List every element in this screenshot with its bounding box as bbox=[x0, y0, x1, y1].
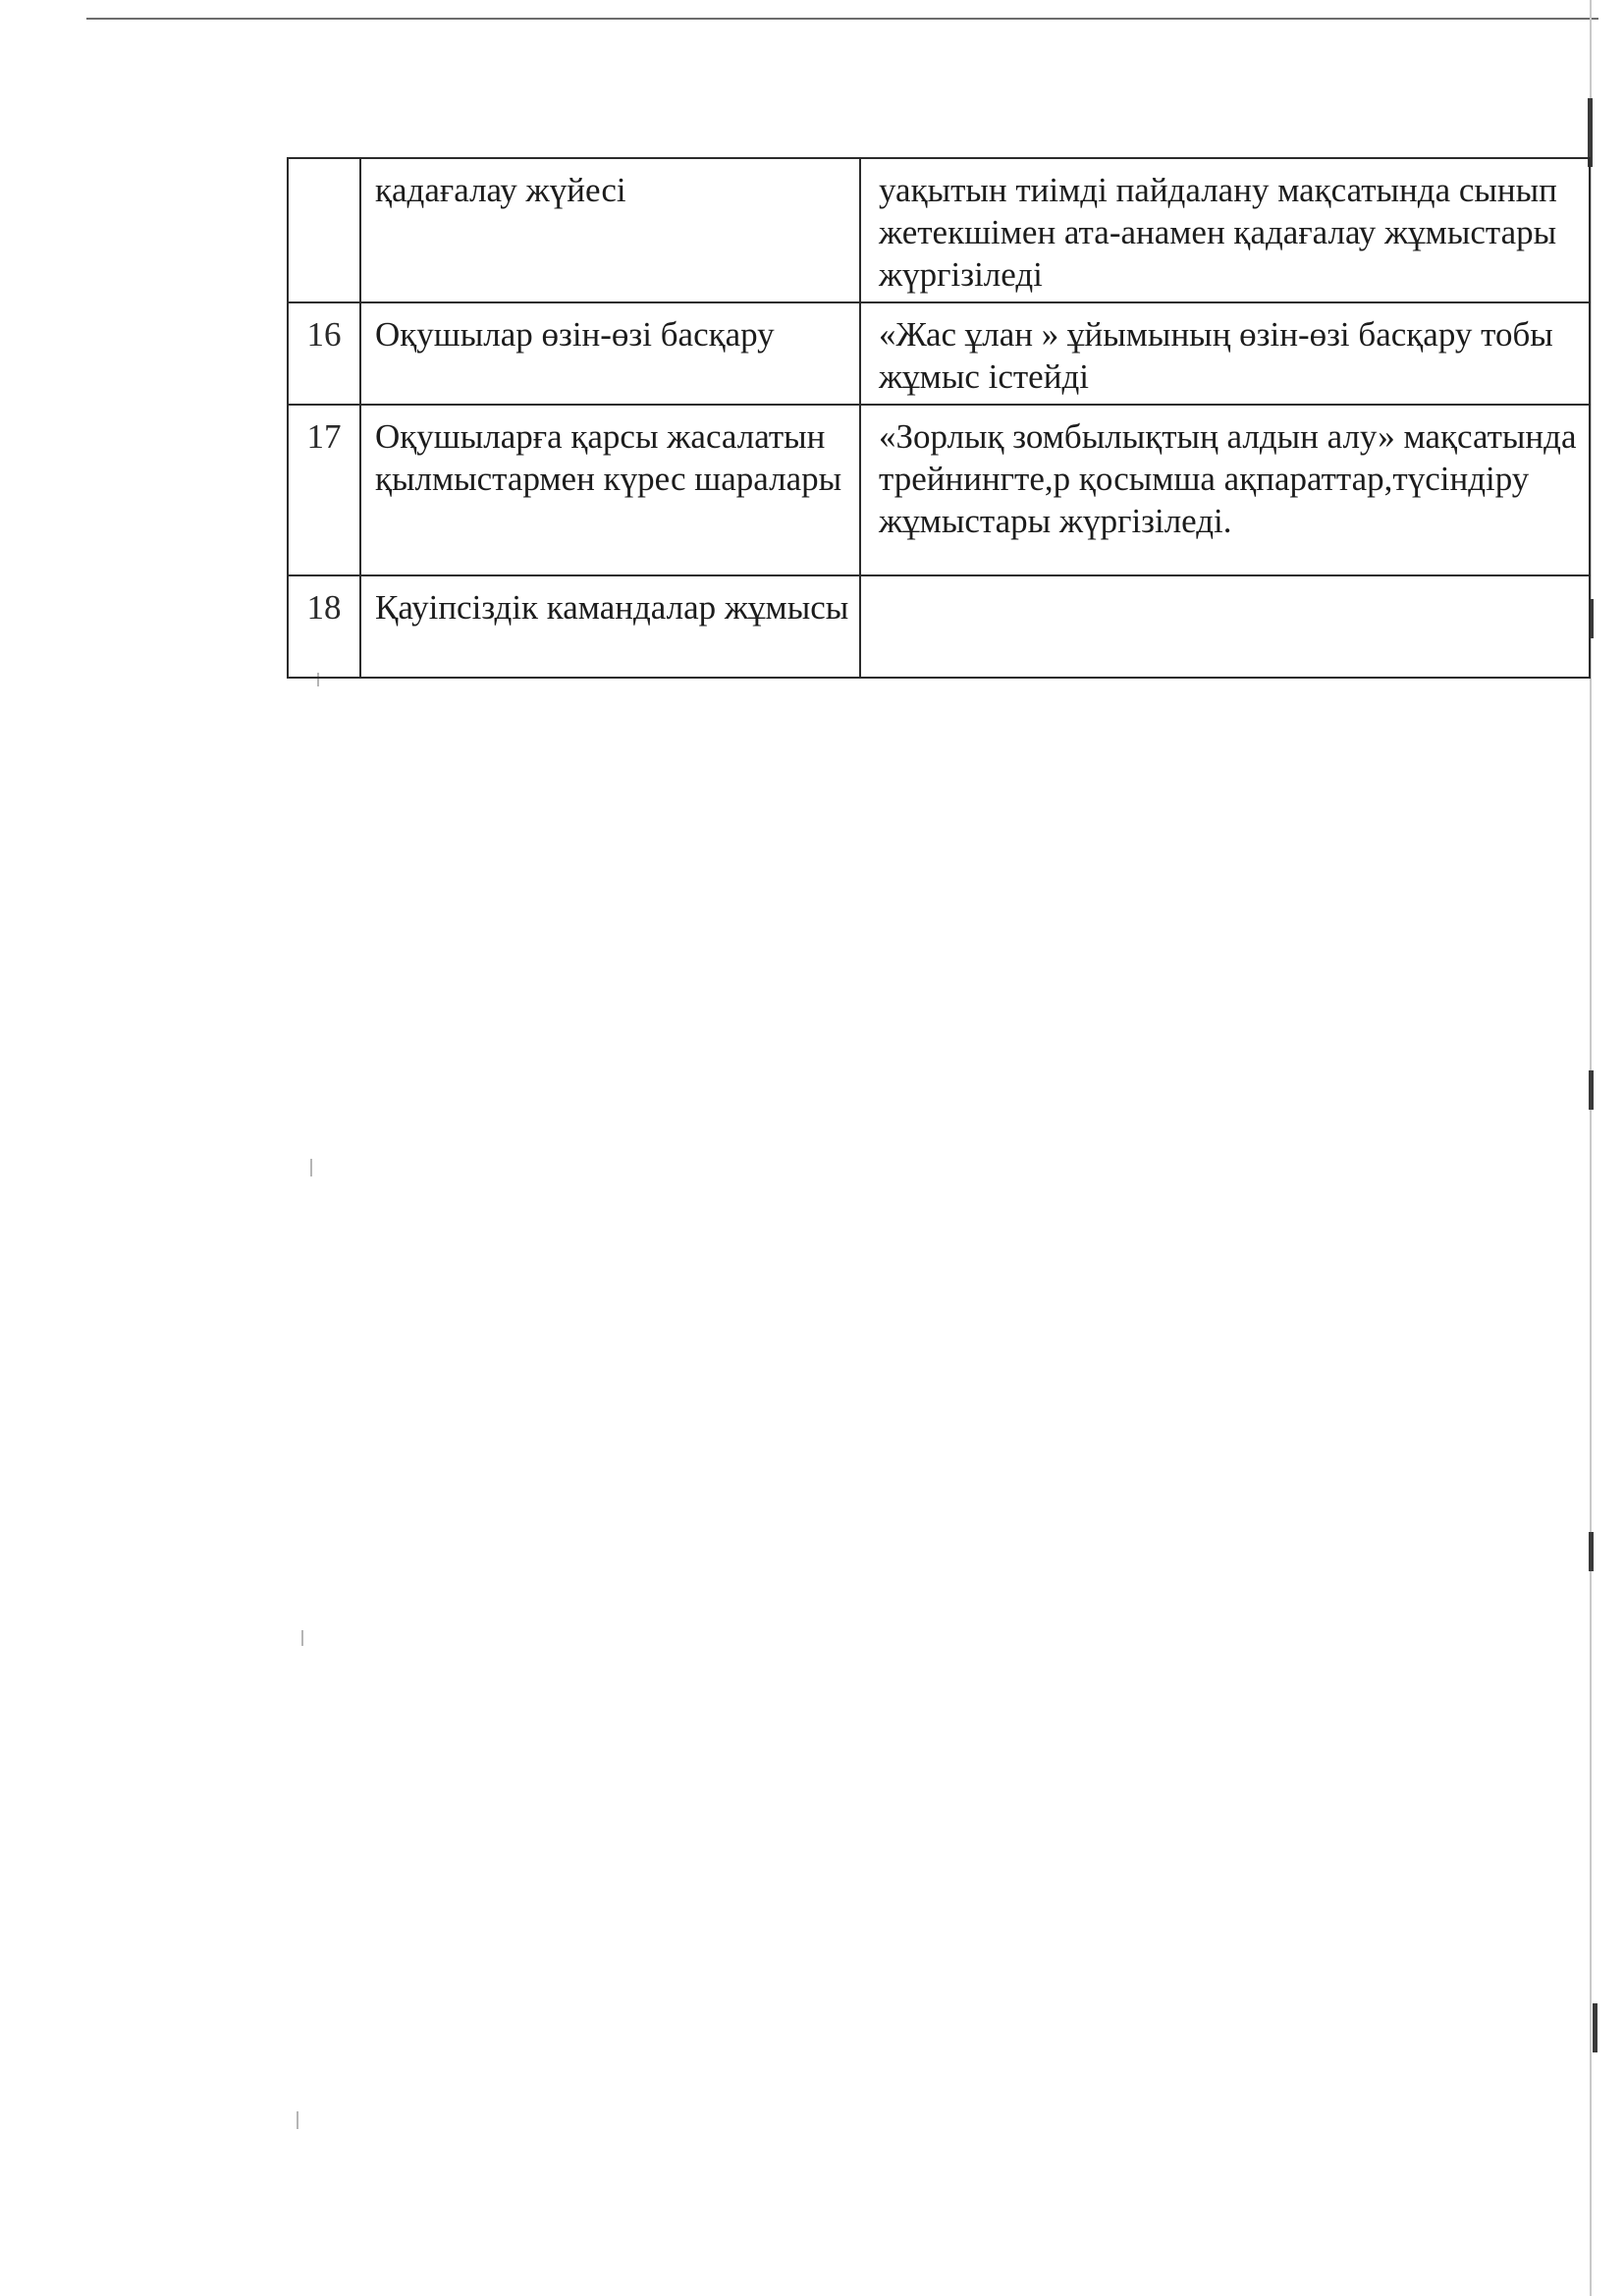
table-row bbox=[288, 405, 1590, 575]
page-top-edge bbox=[86, 18, 1598, 20]
scan-artifact bbox=[297, 2111, 298, 2129]
scan-edge-mark bbox=[1589, 1532, 1594, 1571]
row-topic: Оқушылар өзін-өзі басқару bbox=[360, 302, 860, 405]
row-number bbox=[288, 158, 360, 302]
table-row bbox=[288, 158, 1590, 302]
scan-artifact bbox=[310, 1159, 312, 1176]
scan-artifact bbox=[301, 1630, 303, 1646]
row-number: 16 bbox=[288, 302, 360, 405]
row-description: уақытын тиімді пайдалану мақсатында сынып жетекшімен ата-анамен қадағалау жұмыстары жүргізіледі bbox=[860, 158, 1590, 302]
table-row bbox=[288, 302, 1590, 405]
row-number: 18 bbox=[288, 575, 360, 678]
row-description: «Жас ұлан » ұйымының өзін-өзі басқару тобы жұмыс істейді bbox=[860, 302, 1590, 405]
row-number: 17 bbox=[288, 405, 360, 575]
row-topic: қадағалау жүйесі bbox=[360, 158, 860, 302]
row-description bbox=[860, 575, 1590, 678]
row-topic: Оқушыларға қарсы жасалатын қылмыстармен күрес шаралары bbox=[360, 405, 860, 575]
activities-table bbox=[287, 157, 1591, 679]
scan-edge-mark bbox=[1589, 1070, 1594, 1110]
table-row bbox=[288, 575, 1590, 678]
scan-edge-mark bbox=[1593, 2003, 1597, 2052]
row-topic: Қауіпсіздік камандалар жұмысы bbox=[360, 575, 860, 678]
row-description: «Зорлық зомбылықтың алдын алу» мақсатында трейнингте,р қосымша ақпараттар,түсіндіру жұмыстары жүргізіледі. bbox=[860, 405, 1590, 575]
